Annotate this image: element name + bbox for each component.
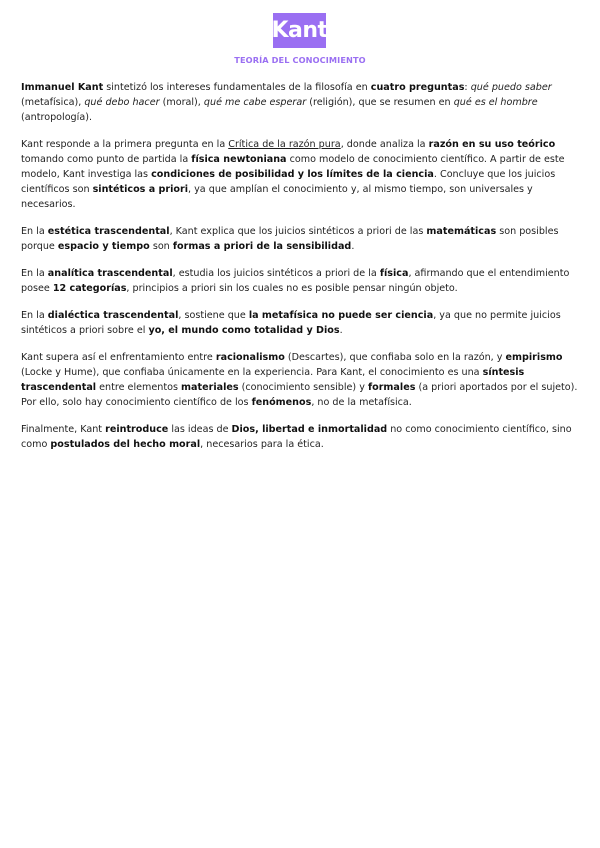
paragraph-critica <box>21 137 583 212</box>
bold-text: Immanuel Kant <box>21 82 104 93</box>
paragraph-analitica <box>21 266 583 296</box>
book-title-link: Crítica de la razón pura <box>228 139 341 150</box>
paragraph-sintesis <box>21 350 583 410</box>
bold-text: condiciones de posibilidad y los límites de la ciencia <box>151 169 434 180</box>
page-subtitle: TEORÍA DEL CONOCIMIENTO <box>234 55 366 65</box>
bold-text: cuatro preguntas <box>370 82 465 93</box>
bold-text: síntesis trascendental <box>21 367 525 393</box>
bold-text: la metafísica no puede ser ciencia <box>248 310 434 321</box>
paragraph-dialectica <box>21 308 583 338</box>
bold-text: física newtoniana <box>191 154 287 165</box>
bold-text: materiales <box>181 382 239 393</box>
bold-text: 12 categorías <box>52 283 127 294</box>
text: En la <box>21 268 48 279</box>
text: , ya que amplían el conocimiento y, al mismo tiempo, son universales y necesarios. <box>21 184 533 210</box>
italic-text: qué debo hacer <box>84 97 160 108</box>
bold-text: dialéctica trascendental <box>47 310 179 321</box>
text: no como conocimiento científico, sino como <box>21 424 572 450</box>
text: son posibles porque <box>21 226 559 252</box>
text: . <box>339 325 343 336</box>
bold-text: fenómenos <box>251 397 312 408</box>
bold-text: Dios, libertad e inmortalidad <box>231 424 388 435</box>
bold-text: estética trascendental <box>47 226 170 237</box>
bold-text: formales <box>367 382 416 393</box>
text: En la <box>21 226 48 237</box>
bold-text: física <box>379 268 409 279</box>
text: (antropología). <box>21 112 92 123</box>
text: : <box>464 82 471 93</box>
bold-text: formas a priori de la sensibilidad <box>172 241 352 252</box>
text: . <box>351 241 355 252</box>
italic-text: qué es el hombre <box>453 97 538 108</box>
text: Kant supera así el enfrentamiento entre <box>21 352 216 363</box>
text: (metafísica), <box>21 97 85 108</box>
text: , principios a priori sin los cuales no es posible pensar ningún objeto. <box>126 283 458 294</box>
title-box <box>273 13 326 48</box>
bold-text: empirismo <box>505 352 563 363</box>
text: (conocimiento sensible) y <box>238 382 368 393</box>
text: , afirmando que el entendimiento posee <box>21 268 570 294</box>
bold-text: matemáticas <box>426 226 497 237</box>
text: , estudia los juicios sintéticos a priori de la <box>172 268 380 279</box>
text: (Descartes), que confiaba solo en la razón, y <box>284 352 506 363</box>
paragraph-intro <box>21 80 583 125</box>
text: (Locke y Hume), que confiaba únicamente en la experiencia. Para Kant, el conocimiento es una <box>21 367 483 378</box>
text: Finalmente, Kant <box>21 424 106 435</box>
text: En la <box>21 310 48 321</box>
text: , necesarios para la ética. <box>200 439 324 450</box>
text: . Concluye que los juicios científicos son <box>21 169 556 195</box>
text: entre elementos <box>96 382 182 393</box>
text: , sostiene que <box>178 310 249 321</box>
text: (a priori aportados por el sujeto). Por ello, solo hay conocimiento científico de los <box>21 382 578 408</box>
text: las ideas de <box>168 424 232 435</box>
text: , Kant explica que los juicios sintéticos a priori de las <box>169 226 427 237</box>
text: (moral), <box>159 97 204 108</box>
paragraph-estetica <box>21 224 583 254</box>
page-title: Kant <box>271 17 328 43</box>
bold-text: razón en su uso teórico <box>428 139 556 150</box>
bold-text: reintroduce <box>105 424 169 435</box>
paragraph-final <box>21 422 583 452</box>
italic-text: qué me cabe esperar <box>203 97 307 108</box>
italic-text: qué puedo saber <box>470 82 552 93</box>
text: como modelo de conocimiento científico. A partir de este modelo, Kant investiga las <box>21 154 565 180</box>
bold-text: analítica trascendental <box>47 268 173 279</box>
bold-text: postulados del hecho moral <box>50 439 201 450</box>
text: , ya que no permite juicios sintéticos a priori sobre el <box>21 310 561 336</box>
bold-text: yo, el mundo como totalidad y Dios <box>148 325 340 336</box>
text: (religión), que se resumen en <box>306 97 454 108</box>
text: son <box>149 241 173 252</box>
text: , donde analiza la <box>340 139 429 150</box>
text: Kant responde a la primera pregunta en la <box>21 139 229 150</box>
text: , no de la metafísica. <box>311 397 412 408</box>
bold-text: espacio y tiempo <box>57 241 150 252</box>
text: sintetizó los intereses fundamentales de la filosofía en <box>103 82 371 93</box>
bold-text: sintéticos a priori <box>92 184 189 195</box>
bold-text: racionalismo <box>215 352 285 363</box>
text: tomando como punto de partida la <box>21 154 192 165</box>
document-body <box>21 80 583 464</box>
